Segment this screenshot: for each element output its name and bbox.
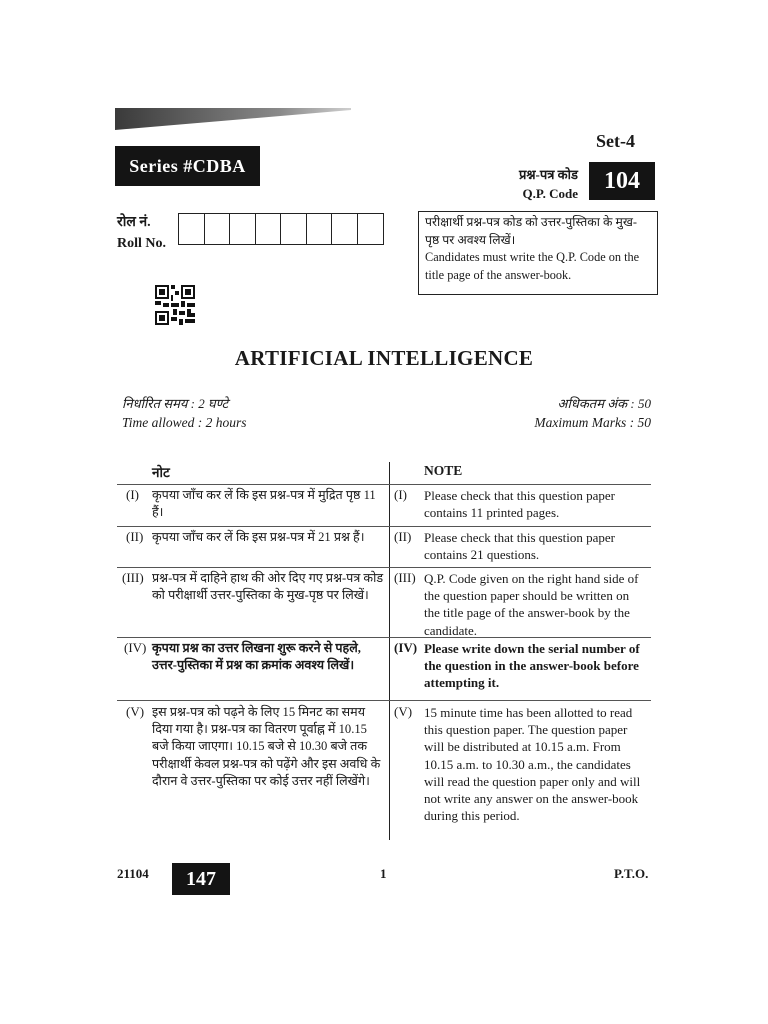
roll-label-english: Roll No. — [117, 236, 166, 251]
note-text-english: Q.P. Code given on the right hand side of the question paper should be written on the title page of the answer-book by the candidate. — [424, 571, 639, 638]
series-label: Series #CDBA — [115, 146, 260, 186]
roll-digit-cell[interactable] — [332, 214, 358, 244]
qp-code-labels — [490, 165, 578, 203]
roll-label-hindi: रोल नं. — [117, 215, 151, 230]
note-number: (IV) — [394, 640, 418, 655]
note-number: (V) — [126, 704, 145, 719]
qp-code-box: 104 — [589, 162, 655, 200]
notes-row-divider — [117, 567, 651, 568]
qp-code-notice — [418, 211, 658, 295]
roll-digit-cell[interactable] — [307, 214, 333, 244]
note-number: (I) — [394, 487, 407, 502]
note-text-english: Please check that this question paper contains 11 printed pages. — [424, 488, 615, 521]
qr-code-icon — [155, 285, 195, 325]
roll-number-grid[interactable] — [178, 213, 384, 245]
note-text-hindi: कृपया जाँच कर लें कि इस प्रश्न-पत्र में 21 प्रश्न हैं। — [152, 530, 365, 544]
time-allowed-english: Time allowed : 2 hours — [122, 415, 247, 430]
set-number: Set-4 — [596, 131, 635, 151]
note-text-english: Please check that this question paper contains 21 questions. — [424, 530, 615, 563]
notes-row-divider — [117, 700, 651, 701]
qp-code-label-hindi: प्रश्न-पत्र कोड — [518, 167, 578, 182]
roll-digit-cell[interactable] — [230, 214, 256, 244]
maximum-marks-hindi: अधिकतम अंक : 50 — [557, 396, 651, 411]
notes-column-divider — [389, 462, 390, 840]
notes-row-divider — [117, 526, 651, 527]
note-number: (I) — [126, 487, 139, 502]
note-heading-english: NOTE — [424, 463, 463, 478]
note-text-hindi: कृपया प्रश्न का उत्तर लिखना शुरू करने से पहले, उत्तर-पुस्तिका में प्रश्न का क्रमांक अवश्य लिखें। — [152, 641, 361, 673]
roll-digit-cell[interactable] — [256, 214, 282, 244]
note-number: (II) — [394, 529, 412, 544]
footer-code-box: 147 — [172, 863, 230, 895]
roll-digit-cell[interactable] — [281, 214, 307, 244]
header-stripe — [115, 108, 351, 130]
maximum-marks-english: Maximum Marks : 50 — [534, 415, 651, 430]
footer-paper-code: 21104 — [117, 866, 149, 881]
page-number: 1 — [380, 866, 387, 881]
paper-title: ARTIFICIAL INTELLIGENCE — [234, 346, 534, 370]
please-turn-over: P.T.O. — [614, 866, 649, 881]
note-number: (III) — [394, 570, 416, 585]
notice-english: Candidates must write the Q.P. Code on the title page of the answer-book. — [425, 250, 640, 282]
time-allowed-hindi: निर्धारित समय : 2 घण्टे — [122, 396, 229, 411]
note-heading-hindi: नोट — [152, 465, 170, 480]
note-text-hindi: इस प्रश्न-पत्र को पढ़ने के लिए 15 मिनट का समय दिया गया है। प्रश्न-पत्र का वितरण पूर्वाह्न में 10.15 बजे किया जाएगा। 10.15 बजे से 10.30 बजे तक परीक्षार्थी केवल प्रश्न-पत्र को पढ़ेंगे और इस अवधि के दौरान वे उत्तर-पुस्तिका पर कोई उत्तर नहीं लिखेंगे। — [152, 705, 381, 788]
roll-number-labels — [117, 212, 166, 254]
note-text-hindi: प्रश्न-पत्र में दाहिने हाथ की ओर दिए गए प्रश्न-पत्र कोड को परीक्षार्थी उत्तर-पुस्तिका के मुख-पृष्ठ पर लिखें। — [152, 571, 384, 603]
roll-digit-cell[interactable] — [358, 214, 384, 244]
notice-hindi: परीक्षार्थी प्रश्न-पत्र कोड को उत्तर-पुस्तिका के मुख-पृष्ठ पर अवश्य लिखें। — [425, 215, 637, 247]
qp-code-label-english: Q.P. Code — [522, 186, 578, 201]
note-number: (II) — [126, 529, 144, 544]
roll-digit-cell[interactable] — [205, 214, 231, 244]
note-text-english: 15 minute time has been allotted to read this question paper. The question paper will be distributed at 10.15 a.m. From 10.15 a.m. to 10.30 a.m., the candidates will read the question paper only and will not write any answer on the answer-book during this period. — [424, 705, 641, 824]
note-number: (III) — [122, 570, 144, 585]
note-text-hindi: कृपया जाँच कर लें कि इस प्रश्न-पत्र में मुद्रित पृष्ठ 11 हैं। — [152, 488, 376, 520]
roll-digit-cell[interactable] — [179, 214, 205, 244]
note-text-english: Please write down the serial number of the question in the answer-book before attempting it. — [424, 641, 640, 691]
note-number: (IV) — [124, 640, 147, 655]
notes-row-divider — [117, 484, 651, 485]
note-number: (V) — [394, 704, 413, 719]
